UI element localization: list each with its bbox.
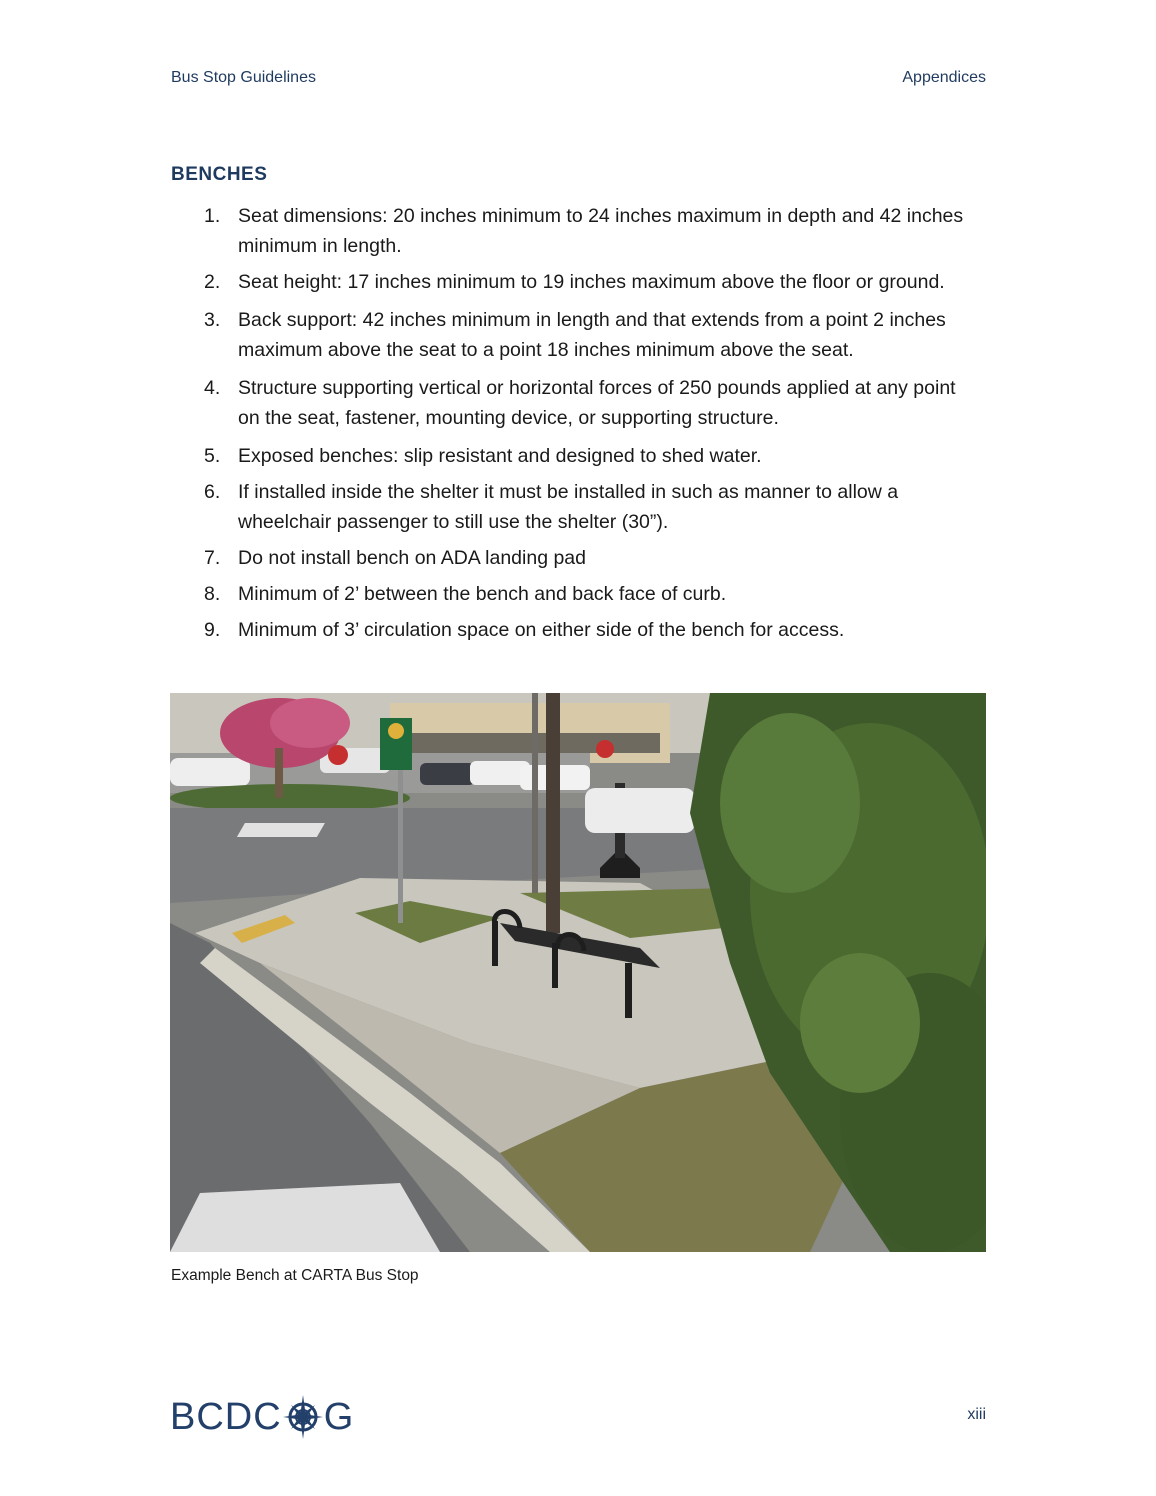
page-number: xiii xyxy=(967,1406,986,1423)
list-item-text: Back support: 42 inches minimum in length and that extends from a point 2 inches maximum above the seat to a point 18 inches minimum above the seat. xyxy=(238,309,946,361)
list-item xyxy=(204,373,979,433)
list-item-number: 2. xyxy=(204,271,221,293)
bcdcog-logo xyxy=(170,1392,354,1442)
list-item-text: Seat dimensions: 20 inches minimum to 24 inches maximum in depth and 42 inches minimum in length. xyxy=(238,205,964,257)
figure-caption: Example Bench at CARTA Bus Stop xyxy=(171,1267,419,1284)
list-item-text: Do not install bench on ADA landing pad xyxy=(238,547,587,569)
list-item xyxy=(204,477,979,537)
list-item-number: 5. xyxy=(204,445,221,467)
list-item-text: Minimum of 2’ between the bench and back face of curb. xyxy=(238,583,727,605)
list-item-text: Minimum of 3’ circulation space on either side of the bench for access. xyxy=(238,619,845,641)
compass-rose-icon xyxy=(283,1395,323,1439)
list-item-number: 7. xyxy=(204,547,221,569)
section-title: BENCHES xyxy=(171,164,268,185)
list-item xyxy=(204,543,979,573)
list-item-number: 3. xyxy=(204,309,221,331)
list-item xyxy=(204,579,979,609)
list-item-text: Structure supporting vertical or horizontal forces of 250 pounds applied at any point on the seat, fastener, mounting device, or supporting structure. xyxy=(238,377,956,429)
list-item-number: 8. xyxy=(204,583,221,605)
list-item-text: Seat height: 17 inches minimum to 19 inches maximum above the floor or ground. xyxy=(238,271,945,293)
list-item-text: If installed inside the shelter it must be installed in such as manner to allow a wheelchair passenger to still use the shelter (30”). xyxy=(238,481,899,533)
bench-photo xyxy=(170,693,986,1252)
list-item xyxy=(204,305,979,365)
list-item xyxy=(204,615,979,645)
list-item-number: 6. xyxy=(204,481,221,503)
logo-text-left: BCDC xyxy=(170,1395,282,1438)
list-item-number: 9. xyxy=(204,619,221,641)
list-item xyxy=(204,267,979,297)
list-item-number: 4. xyxy=(204,377,221,399)
list-item xyxy=(204,441,979,471)
list-item-text: Exposed benches: slip resistant and designed to shed water. xyxy=(238,445,762,467)
running-header-section: Appendices xyxy=(902,69,986,86)
bench-requirements-list xyxy=(204,201,979,653)
running-header-title: Bus Stop Guidelines xyxy=(171,69,316,86)
logo-text-right: G xyxy=(323,1395,355,1438)
list-item-number: 1. xyxy=(204,205,221,227)
list-item xyxy=(204,201,979,261)
